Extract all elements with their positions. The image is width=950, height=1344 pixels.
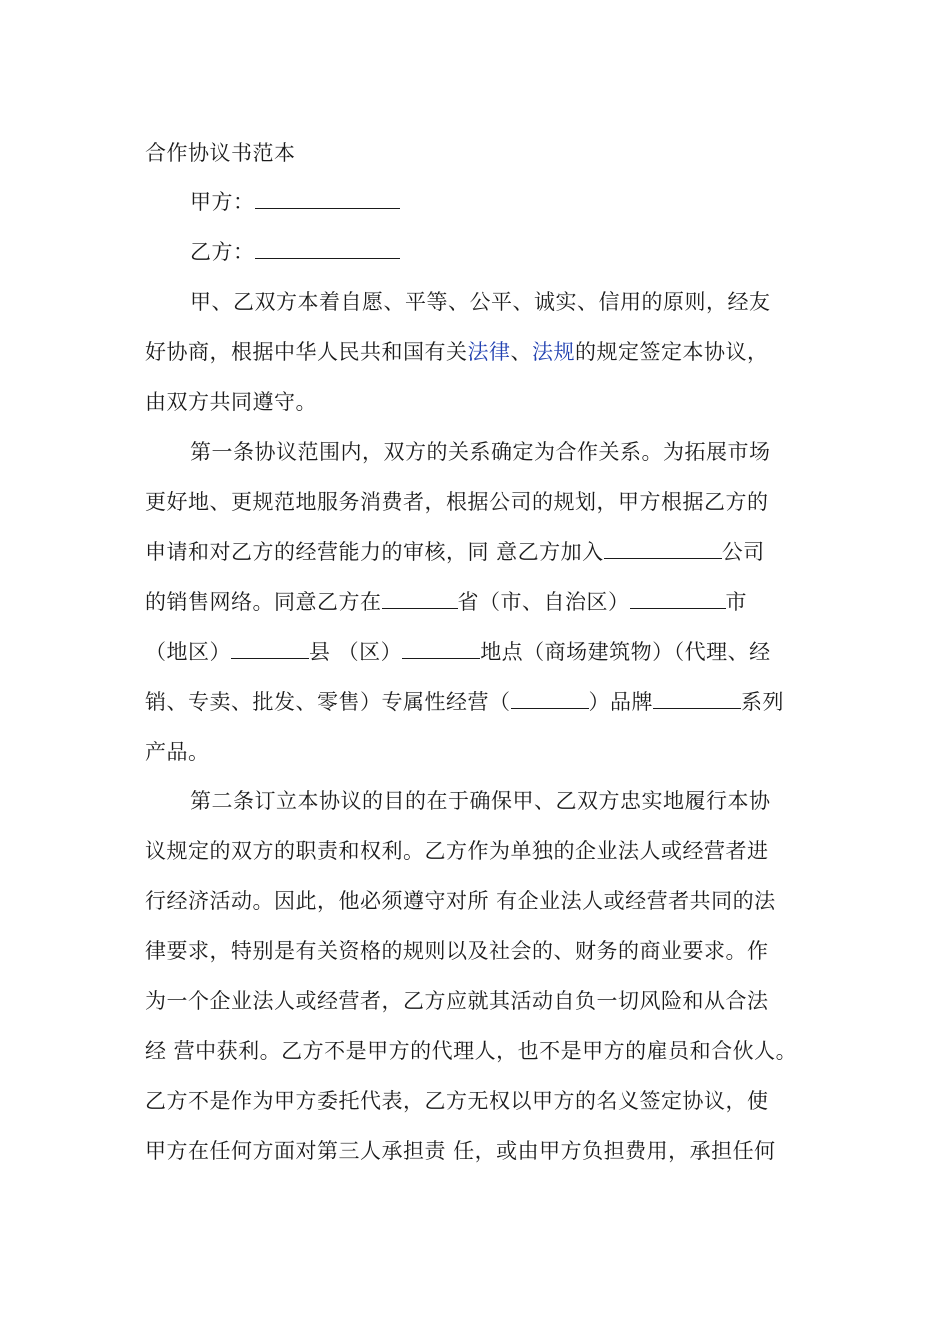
article-1-text: 销、专卖、批发、零售）专属性经营（ [145, 690, 511, 714]
article-2-line: 第二条订立本协议的目的在于确保甲、乙双方忠实地履行本协 [190, 789, 771, 813]
article-2-line: 为一个企业法人或经营者，乙方应就其活动自负一切风险和从合法 [145, 989, 769, 1013]
preamble-text: 好协商，根据中华人民共和国有关 [145, 340, 468, 364]
preamble-line: 甲、乙双方本着自愿、平等、公平、诚实、信用的原则，经友 [190, 290, 771, 314]
preamble-line [145, 337, 825, 367]
article-2-line: 经 营中获利。乙方不是甲方的代理人，也不是甲方的雇员和合伙人。 [145, 1039, 798, 1063]
article-1-line [145, 587, 825, 617]
document-title: 合作协议书范本 [145, 141, 296, 165]
article-2-line: 律要求，特别是有关资格的规则以及社会的、财务的商业要求。作 [145, 939, 769, 963]
article-2-line: 行经济活动。因此，他必须遵守对所 有企业法人或经营者共同的法 [145, 889, 776, 913]
article-1-line [145, 637, 825, 667]
party-a-label: 甲方： [190, 190, 255, 214]
party-a-blank [255, 190, 400, 209]
law-link[interactable]: 法律 [467, 340, 511, 364]
party-b-label: 乙方： [190, 240, 255, 264]
location-blank [402, 640, 480, 659]
preamble-text: 的规定签定本协议， [575, 340, 769, 364]
article-1-text: 申请和对乙方的经营能力的审核，同 意乙方加入 [145, 540, 604, 564]
county-blank [231, 640, 309, 659]
article-1-text: ）品牌 [588, 690, 653, 714]
article-2-line: 议规定的双方的职责和权利。乙方作为单独的企业法人或经营者进 [145, 839, 769, 863]
preamble-line: 由双方共同遵守。 [145, 390, 317, 414]
city-blank [630, 590, 726, 609]
party-b-blank [255, 240, 400, 259]
article-1-line [145, 687, 825, 717]
article-1-text: 的销售网络。同意乙方在 [145, 590, 382, 614]
series-blank [653, 690, 741, 709]
preamble-separator: 、 [510, 340, 532, 364]
party-a-line [190, 187, 870, 217]
brand-blank [511, 690, 589, 709]
province-blank [382, 590, 458, 609]
article-1-text: （地区） [145, 640, 231, 664]
company-blank [604, 540, 722, 559]
regulation-link[interactable]: 法规 [532, 340, 575, 364]
article-2-line: 乙方不是作为甲方委托代表，乙方无权以甲方的名义签定协议，使 [145, 1089, 769, 1113]
article-1-text: 地点（商场建筑物）（代理、经 [480, 640, 771, 664]
article-1-text: 系列 [741, 690, 784, 714]
article-2-line: 甲方在任何方面对第三人承担责 任，或由甲方负担费用，承担任何 [145, 1139, 776, 1163]
article-1-text: 县 （区） [309, 640, 403, 664]
article-1-line: 更好地、更规范地服务消费者，根据公司的规划，甲方根据乙方的 [145, 490, 769, 514]
article-1-text: 公司 [721, 540, 765, 564]
article-1-line: 产品。 [145, 740, 210, 764]
article-1-text: 市 [725, 590, 747, 614]
article-1-text: 省（市、自治区） [457, 590, 630, 614]
party-b-line [190, 237, 870, 267]
article-1-line [145, 537, 825, 567]
article-1-line: 第一条协议范围内，双方的关系确定为合作关系。为拓展市场 [190, 440, 771, 464]
